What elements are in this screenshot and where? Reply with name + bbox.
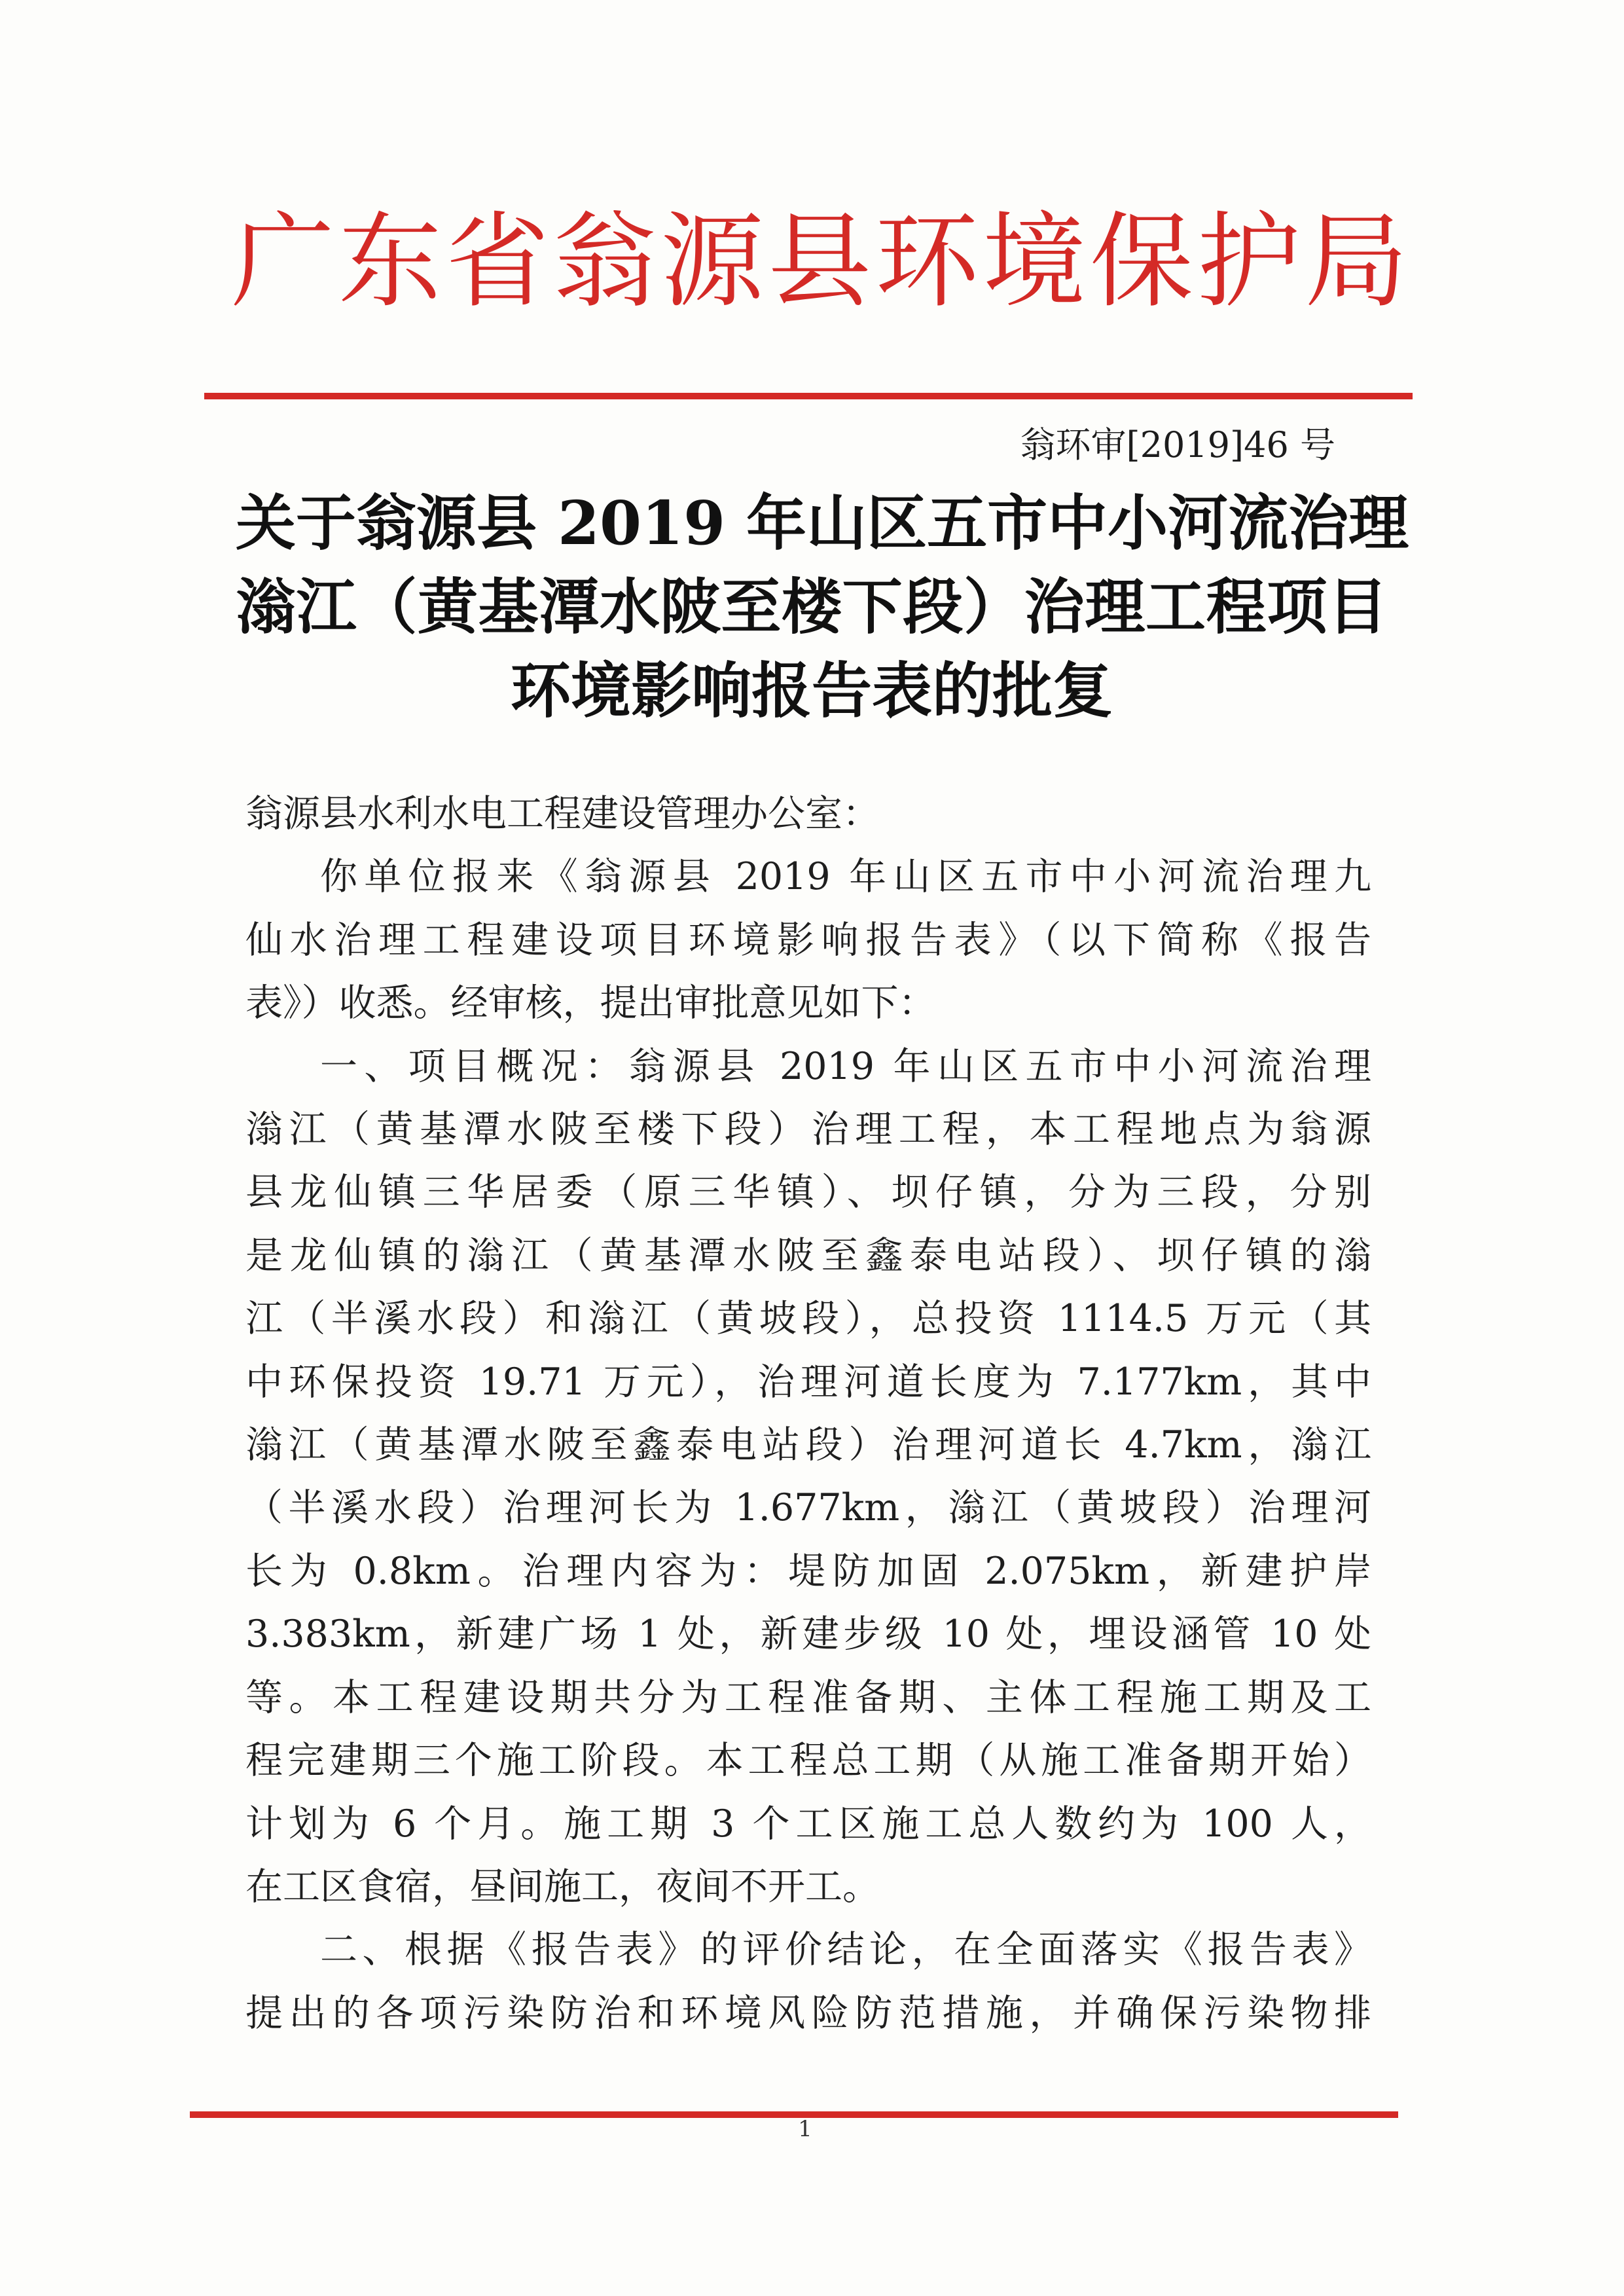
body-line: 计划为 6 个月。施工期 3 个工区施工总人数约为 100 人， [245,1802,1371,1846]
addressee-line: 翁源县水利水电工程建设管理办公室： [245,792,880,835]
body-line: 江（半溪水段）和滃江（黄坡段），总投资 1114.5 万元（其 [245,1297,1371,1341]
body-line: 3.383km，新建广场 1 处，新建步级 10 处，埋设涵管 10 处 [245,1613,1371,1656]
title-line: 关于翁源县 2019 年山区五市中小河流治理 [236,488,1409,558]
body-line: 提出的各项污染防治和环境风险防范措施，并确保污染物排 [245,1991,1371,2035]
body-line: 在工区食宿，昼间施工，夜间不开工。 [245,1865,880,1908]
issuing-authority-header: 广东省翁源县环境保护局 [231,202,1412,322]
title-line: 滃江（黄基潭水陂至楼下段）治理工程项目 [236,572,1388,642]
body-line: 长为 0.8km。治理内容为：堤防加固 2.075km，新建护岸 [245,1549,1371,1593]
body-line: 一、项目概况：翁源县 2019 年山区五市中小河流治理 [320,1044,1371,1088]
page-number: 1 [798,2116,812,2142]
document-number: 翁环审[2019]46 号 [1020,424,1335,465]
body-line: 你单位报来《翁源县 2019 年山区五市中小河流治理九 [320,855,1371,899]
body-line: 滃江（黄基潭水陂至鑫泰电站段）治理河道长 4.7km，滃江 [245,1423,1371,1467]
body-line: 滃江（黄基潭水陂至楼下段）治理工程，本工程地点为翁源 [245,1108,1371,1152]
body-line: 等。本工程建设期共分为工程准备期、主体工程施工期及工 [245,1675,1371,1719]
body-line: （半溪水段）治理河长为 1.677km，滃江（黄坡段）治理河 [245,1486,1371,1530]
body-line: 表》）收悉。经审核，提出审批意见如下： [245,981,936,1025]
document-title [236,481,1409,733]
title-line: 环境影响报告表的批复 [510,655,1113,726]
body-line: 县龙仙镇三华居委（原三华镇）、坝仔镇，分为三段，分别 [245,1171,1371,1214]
body-line: 仙水治理工程建设项目环境影响报告表》（以下简称《报告 [245,918,1371,962]
body-line: 程完建期三个施工阶段。本工程总工期（从施工准备期开始） [245,1739,1371,1783]
body-line: 中环保投资 19.71 万元），治理河道长度为 7.177km，其中 [245,1360,1371,1404]
red-divider-top [204,393,1413,399]
document-body [245,782,1371,2045]
body-line: 是龙仙镇的滃江（黄基潭水陂至鑫泰电站段）、坝仔镇的滃 [245,1233,1371,1277]
body-line: 二、根据《报告表》的评价结论，在全面落实《报告表》 [320,1928,1371,1972]
